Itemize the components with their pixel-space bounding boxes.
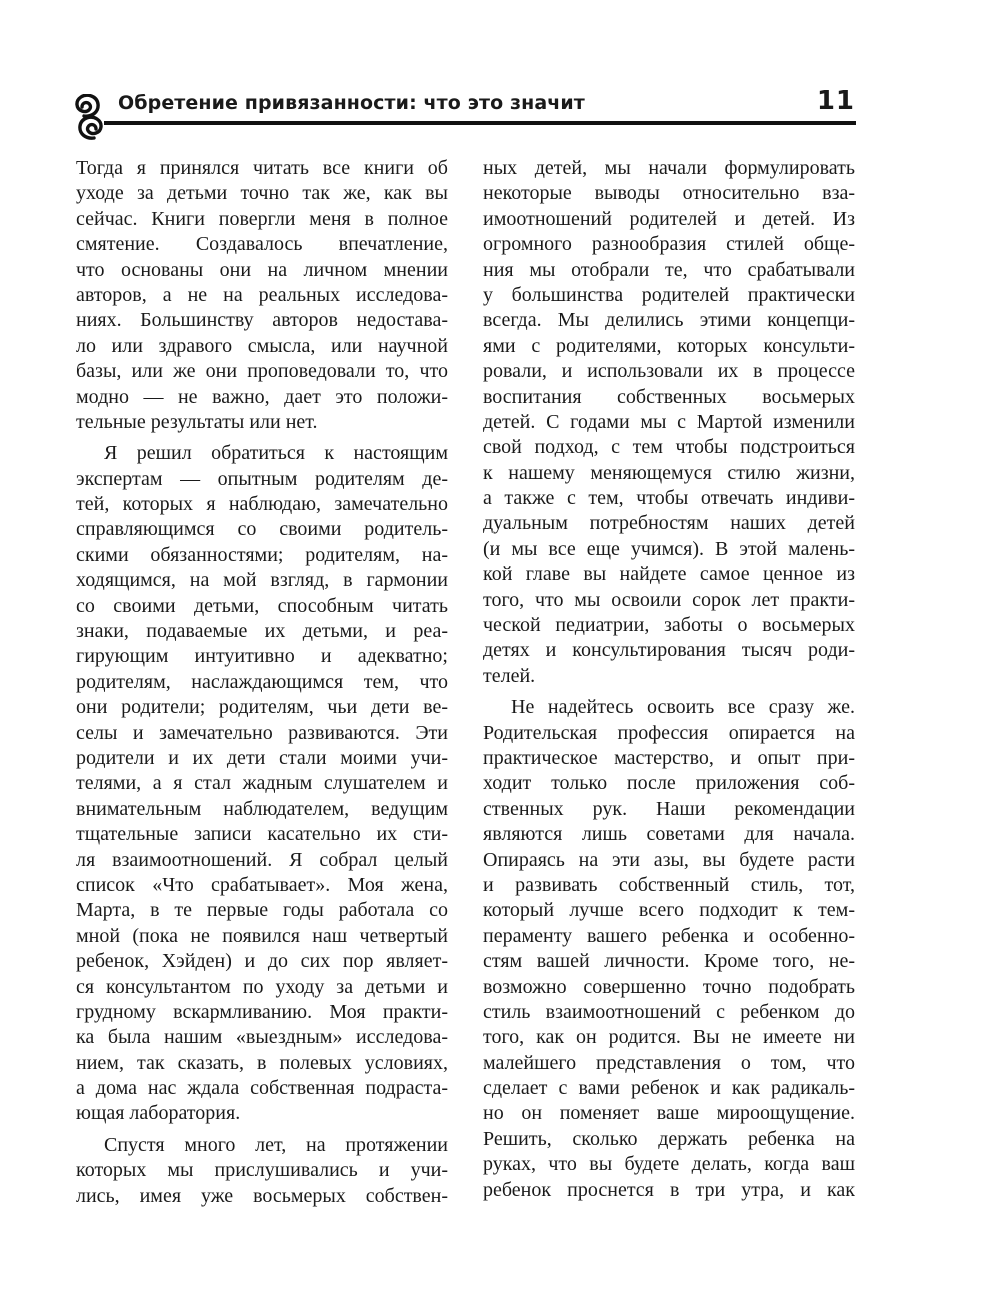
text-line: того, что мы освоили сорок лет практи-: [483, 588, 855, 611]
text-line: ходящимся, на мой взгляд, в гармонии: [76, 569, 448, 592]
left-column: [76, 156, 448, 1209]
text-line: Марта, в те первые годы работала со: [76, 899, 448, 922]
paragraph: [483, 695, 855, 1203]
text-line: Опираясь на эти азы, вы будете расти: [483, 848, 855, 871]
text-line: экспертам — опытным родителям де-: [76, 467, 448, 490]
text-line: ровали, и использовали их в процессе: [483, 360, 855, 383]
text-line: свой подход, с тем чтобы подстроиться: [483, 436, 855, 459]
text-line: Решить, сколько держать ребенка на: [483, 1127, 855, 1150]
text-line: ся консультантом по уходу за детьми и: [76, 975, 448, 998]
text-line: селы и замечательно развиваются. Эти: [76, 721, 448, 744]
text-line: детях и консультирования тысяч роди-: [483, 639, 855, 662]
text-line: нием, так сказать, в полевых условиях,: [76, 1051, 448, 1074]
text-line: ческой педиатрии, заботы о восьмерых: [483, 614, 855, 637]
text-line: список «Что срабатывает». Моя жена,: [76, 873, 448, 896]
text-line: малейшего представления о том, что: [483, 1051, 855, 1074]
text-line: смятение. Создавалось впечатление,: [76, 233, 448, 256]
text-line: практическое мастерство, и опыт при-: [483, 746, 855, 769]
text-line: но он поменяет ваше мироощущение.: [483, 1102, 855, 1125]
text-line: воспитания собственных восьмерых: [483, 385, 855, 408]
text-line: ка была нашим «выездным» исследова-: [76, 1026, 448, 1049]
text-line: дуальным потребностям наших детей: [483, 512, 855, 535]
text-line: грудному вскармливанию. Моя практи-: [76, 1000, 448, 1023]
text-line: а также с тем, чтобы отвечать индиви-: [483, 487, 855, 510]
text-line: Спустя много лет, на протяжении: [104, 1133, 448, 1156]
text-line: знаки, подаваемые их детьми, и реа-: [76, 620, 448, 643]
text-line: внимательным наблюдателем, ведущим: [76, 797, 448, 820]
text-line: у большинства родителей практически: [483, 283, 855, 306]
text-line: базы, или же они проповедовали то, что: [76, 360, 448, 383]
text-line: тей, которых я наблюдаю, замечательно: [76, 493, 448, 516]
text-line: стям вашей личности. Кроме того, не-: [483, 950, 855, 973]
text-line: тельные результаты или нет.: [76, 410, 318, 433]
text-line: (и мы все еще учимся). В этой малень-: [483, 537, 855, 560]
text-line: скими обязанностями; родителям, на-: [76, 543, 448, 566]
text-line: которых мы прислушивались и учи-: [76, 1159, 448, 1182]
text-line: являются лишь советами для начала.: [483, 823, 855, 846]
text-line: возможно совершенно точно подобрать: [483, 975, 855, 998]
paragraph: [76, 441, 448, 1127]
text-line: родители и их дети стали моими учи-: [76, 746, 448, 769]
text-line: сейчас. Книги повергли меня в полное: [76, 207, 448, 230]
text-line: который лучше всего подходит к тем-: [483, 899, 855, 922]
text-line: огромного разнообразия стилей обще-: [483, 233, 855, 256]
text-line: кой главе вы найдете самое ценное из: [483, 563, 855, 586]
text-line: пераменту вашего ребенка и особенно-: [483, 924, 855, 947]
text-line: тщательные записи касательно их сти-: [76, 823, 448, 846]
text-line: некоторые выводы относительно вза-: [483, 182, 855, 205]
text-line: Не надейтесь освоить все сразу же.: [511, 696, 855, 719]
text-line: и развивать собственный стиль, тот,: [483, 873, 855, 896]
text-line: Тогда я принялся читать все книги об: [76, 157, 448, 179]
text-line: детей. С годами мы с Мартой изменили: [483, 410, 855, 433]
text-line: а дома нас ждала собственная подраста-: [76, 1077, 448, 1100]
header-rule: [104, 121, 856, 125]
text-line: справляющимся со своими родитель-: [76, 518, 448, 541]
text-line: что основаны они на личном мнении: [76, 258, 448, 281]
text-line: Родительская профессия опирается на: [483, 721, 855, 744]
text-line: ния мы отобрали те, что срабатывали: [483, 258, 855, 281]
text-line: к нашему меняющемуся стилю жизни,: [483, 461, 855, 484]
paragraph: [483, 156, 855, 689]
text-line: авторов, а не на реальных исследова-: [76, 283, 448, 306]
text-line: родителям, наслаждающимся тем, что: [76, 670, 448, 693]
text-line: стиль взаимоотношений с ребенком до: [483, 1000, 855, 1023]
text-line: того, как он родится. Вы не имеете ни: [483, 1026, 855, 1049]
running-head-title: Обретение привязанности: что это значит: [118, 92, 585, 114]
right-column: [483, 156, 855, 1203]
page-number: 11: [816, 86, 855, 116]
text-line: ющая лаборатория.: [76, 1102, 241, 1125]
text-line: ребенок, Хэйден) и до сих пор являет-: [76, 950, 448, 973]
text-line: ля взаимоотношений. Я собрал целый: [76, 848, 448, 871]
text-line: руках, что вы будете делать, когда ваш: [483, 1153, 855, 1176]
text-line: ственных рук. Наши рекомендации: [483, 797, 855, 820]
text-line: со своими детьми, способным читать: [76, 594, 448, 617]
text-line: лись, имея уже восьмерых собствен-: [76, 1184, 448, 1207]
text-line: телями, а я стал жадным слушателем и: [76, 772, 448, 795]
text-line: ных детей, мы начали формулировать: [483, 157, 855, 179]
text-line: мной (пока не появился наш четвертый: [76, 924, 448, 947]
text-line: ходит только после приложения соб-: [483, 772, 855, 795]
text-line: ниях. Большинству авторов недостава-: [76, 309, 448, 332]
text-line: телей.: [483, 664, 536, 687]
text-line: гирующим интуитивно и адекватно;: [76, 645, 448, 668]
paragraph: [76, 156, 448, 435]
text-line: ребенок проснется в три утра, и как: [483, 1178, 855, 1201]
text-line: они родители; родителям, чьи дети ве-: [76, 696, 448, 719]
double-spiral-ornament-icon: [72, 94, 106, 140]
text-line: всегда. Мы делились этими концепци-: [483, 309, 855, 332]
text-line: уходе за детьми точно так же, как вы: [76, 182, 448, 205]
text-line: ло или здравого смысла, или научной: [76, 334, 448, 357]
text-line: имоотношений родителей и детей. Из: [483, 207, 855, 230]
text-line: сделает с вами ребенок и как радикаль-: [483, 1077, 855, 1100]
paragraph: [76, 1133, 448, 1209]
text-line: модно — не важно, дает это положи-: [76, 385, 448, 408]
text-line: Я решил обратиться к настоящим: [104, 442, 448, 465]
text-line: ями с родителями, которых консульти-: [483, 334, 855, 357]
